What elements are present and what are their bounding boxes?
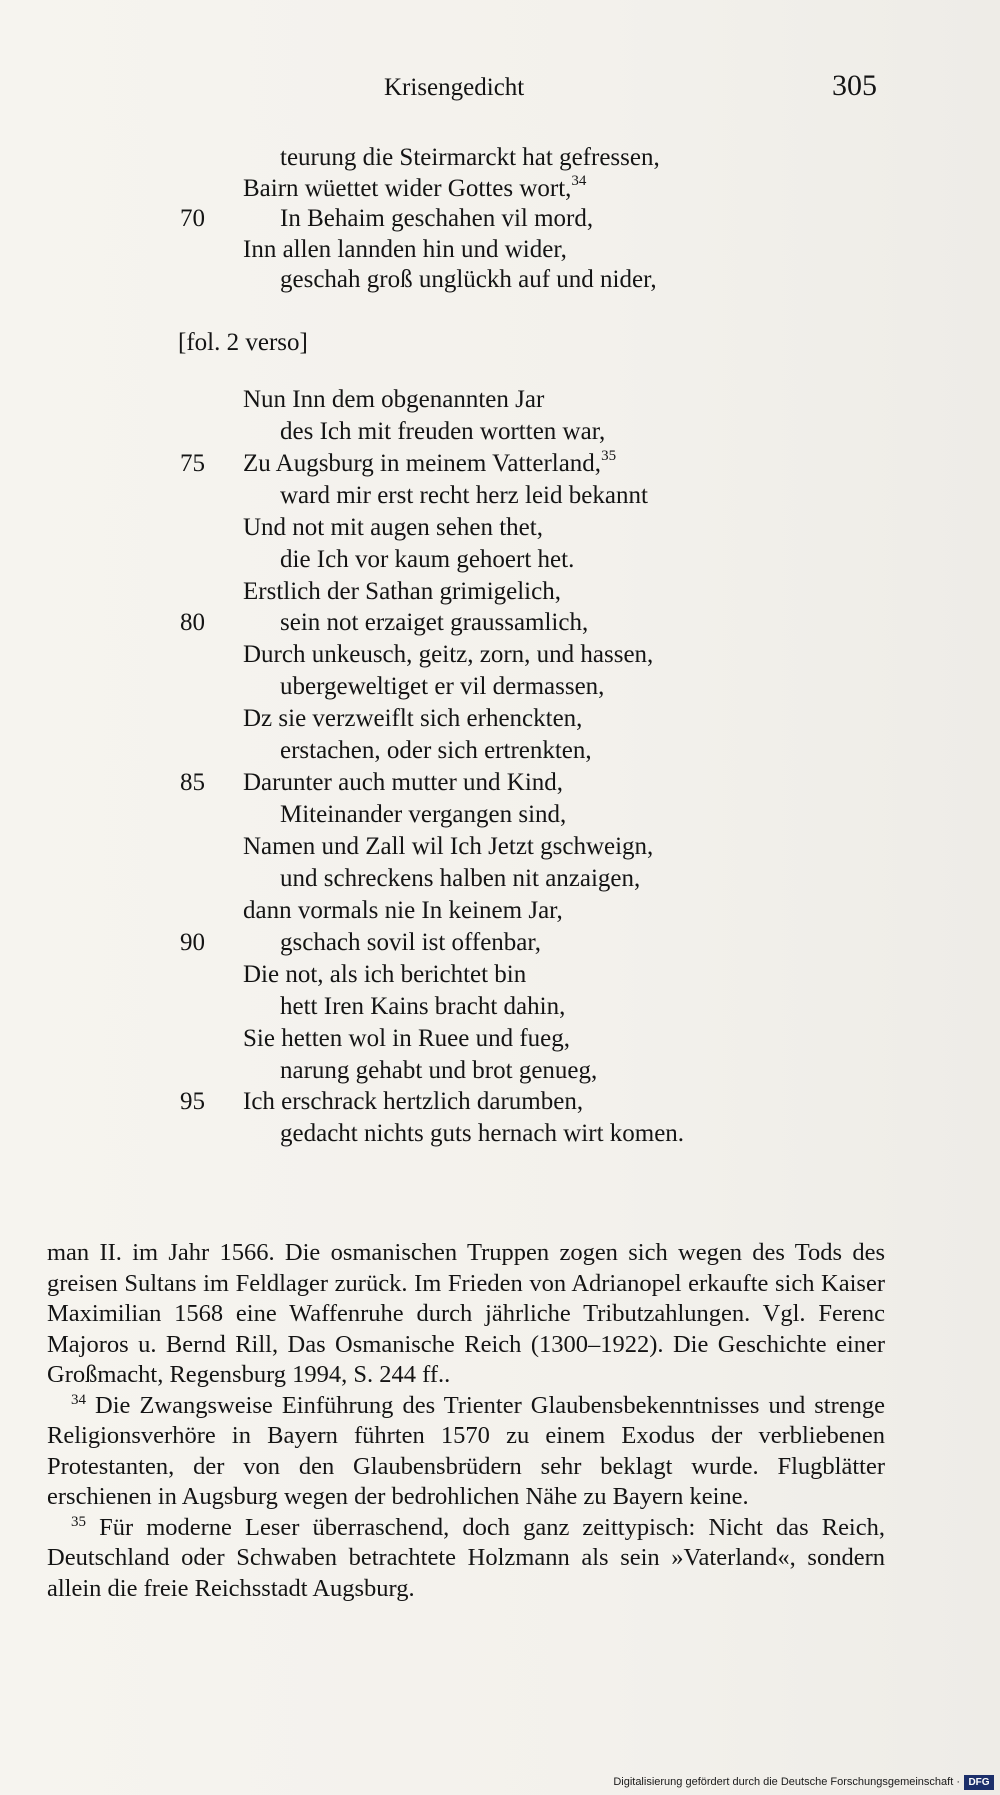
line-number: 90: [180, 929, 205, 956]
footnote-ref: 35: [601, 448, 617, 464]
line-number: 80: [180, 609, 205, 636]
running-title: Krisengedicht: [384, 74, 525, 101]
poem-line: Inn allen lannden hin und wider,: [243, 236, 567, 263]
poem-line: die Ich vor kaum gehoert het.: [280, 546, 575, 573]
poem-line: Dz sie verzweiflt sich erhenckten,: [243, 705, 583, 732]
poem-line: erstachen, oder sich ertrenkten,: [280, 737, 592, 764]
poem-line: Zu Augsburg in meinem Vatterland,$^{35}$: [243, 448, 617, 477]
poem-line: gedacht nichts guts hernach wirt komen.: [280, 1120, 685, 1147]
poem-line: und schreckens halben nit anzaigen,: [280, 865, 641, 892]
footnotes: [47, 1238, 885, 1604]
poem-line: Namen und Zall wil Ich Jetzt gschweign,: [243, 833, 654, 860]
poem-line: Und not mit augen sehen thet,: [243, 514, 543, 541]
poem-line: teurung die Steirmarckt hat gefressen,: [280, 144, 660, 171]
poem-line: geschah groß unglückh auf und nider,: [280, 266, 657, 293]
footnote-number: 35: [71, 1513, 86, 1530]
funding-note: Digitalisierung gefördert durch die Deutsche Forschungsgemeinschaft ·: [613, 1776, 960, 1788]
line-number: 70: [180, 205, 205, 232]
footnote-ref: 34: [571, 173, 587, 189]
footnote-number: 34: [71, 1391, 86, 1408]
poem-line: Durch unkeusch, geitz, zorn, und hassen,: [243, 641, 654, 668]
poem-line: ubergeweltiget er vil dermassen,: [280, 673, 605, 700]
poem-line: dann vormals nie In keinem Jar,: [243, 897, 563, 924]
footnote-35: $^{35}$ Für moderne Leser überraschend, doch ganz zeittypisch: Nicht das Reich, Deutschland oder Schwaben betrachtete Holzmann als sein »Vaterland«, sondern allein die freie Reichsstadt Augsburg.: [47, 1513, 885, 1602]
poem-line: Die not, als ich berichtet bin: [243, 961, 527, 988]
poem-line: Ich erschrack hertzlich darumben,: [243, 1088, 584, 1115]
poem-line: hett Iren Kains bracht dahin,: [280, 993, 566, 1020]
poem-line: Darunter auch mutter und Kind,: [243, 769, 564, 796]
poem-line: narung gehabt und brot genueg,: [280, 1057, 598, 1084]
line-number: 95: [180, 1088, 205, 1115]
poem-line: Miteinander vergangen sind,: [280, 801, 567, 828]
folio-marker: [fol. 2 verso]: [178, 329, 308, 356]
poem-line: gschach sovil ist offenbar,: [280, 929, 541, 956]
poem-line: des Ich mit freuden wortten war,: [280, 418, 606, 445]
dfg-logo: DFG: [964, 1775, 994, 1790]
poem-line: Sie hetten wol in Ruee und fueg,: [243, 1025, 571, 1052]
poem-line: Bairn wüettet wider Gottes wort,$^{34}$: [243, 173, 587, 202]
line-number: 85: [180, 769, 205, 796]
poem-line: sein not erzaiget graussamlich,: [280, 609, 589, 636]
poem-line: Nun Inn dem obgenannten Jar: [243, 386, 545, 413]
poem-line: Erstlich der Sathan grimigelich,: [243, 578, 561, 605]
poem-line: ward mir erst recht herz leid bekannt: [280, 482, 648, 509]
footnote-34: $^{34}$ Die Zwangsweise Einführung des Trienter Glaubensbekenntnisses und strenge Religionsverhöre in Bayern führten 1570 zu einem Exodus der verbliebenen Protestanten, der von den Glaubensbrüdern sehr beklagt wurde. Flugblätter erschienen in Augsburg wegen der bedrohlichen Nähe zu Bayern keine.: [47, 1391, 885, 1510]
poem-line: In Behaim geschahen vil mord,: [280, 205, 594, 232]
footnote-continuation: man II. im Jahr 1566. Die osmanischen Truppen zogen sich wegen des Tods des greisen Sultans im Feldlager zurück. Im Frieden von Adrianopel erkaufte sich Kaiser Maximilian 1568 eine Waffenruhe durch jährliche Tributzahlungen. Vgl. Ferenc Majoros u. Bernd Rill, Das Osmanische Reich (1300–1922). Die Geschichte einer Großmacht, Regensburg 1994, S. 244 ff..: [47, 1239, 885, 1388]
line-number: 75: [180, 450, 205, 477]
page-number: 305: [832, 69, 877, 102]
